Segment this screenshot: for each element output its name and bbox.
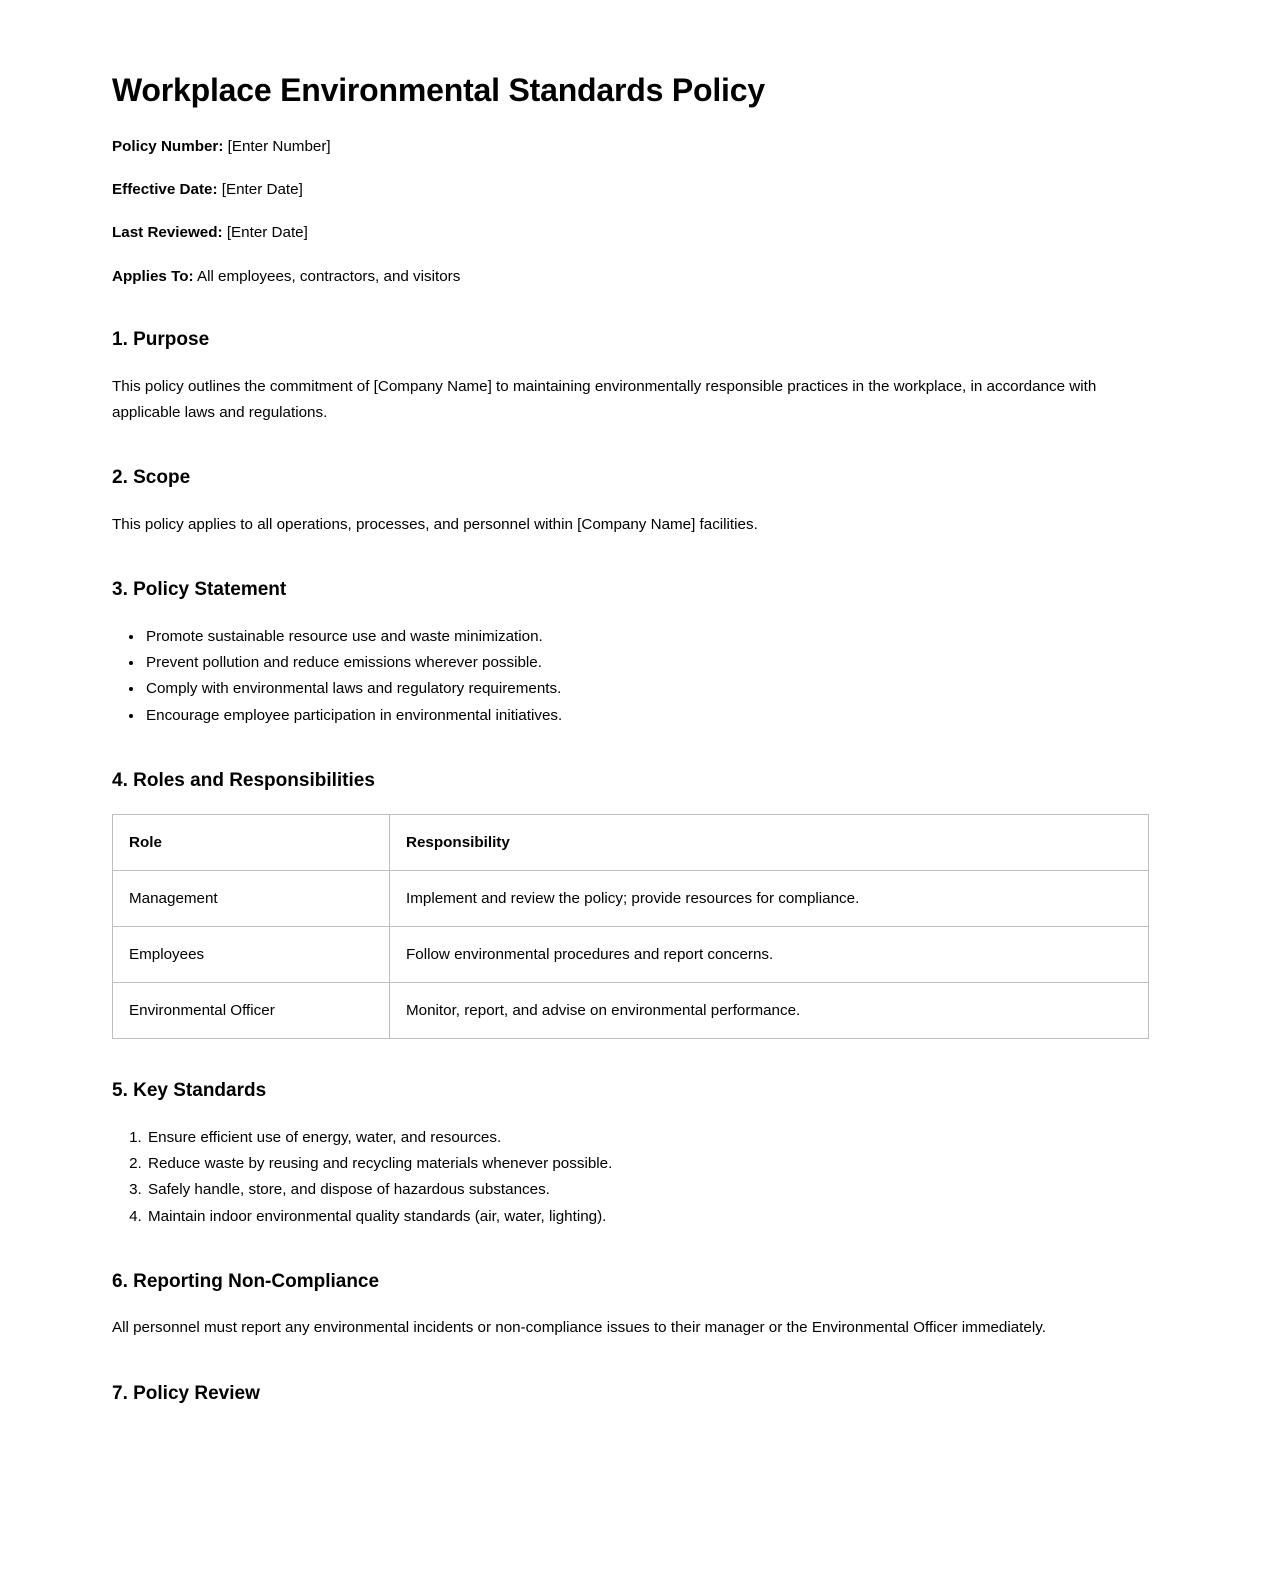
list-item: 3. Safely handle, store, and dispose of hazardous substances. [146, 1177, 1151, 1203]
meta-effective-date-label: Effective Date: [112, 181, 218, 199]
section-policy-statement [112, 578, 1151, 728]
document-metadata [112, 136, 1151, 289]
list-item: • Encourage employee participation in environmental initiatives. [144, 703, 1151, 729]
list-item: • Comply with environmental laws and regulatory requirements. [144, 676, 1151, 702]
section-policy-review [112, 1382, 1151, 1406]
table-header-row [113, 815, 1149, 871]
meta-effective-date [112, 179, 1151, 202]
section-policy-statement-heading: 3. Policy Statement [112, 579, 287, 601]
section-reporting-heading: 6. Reporting Non-Compliance [112, 1270, 380, 1292]
table-cell-role: Environmental Officer [113, 983, 390, 1039]
meta-effective-date-value: [Enter Date] [221, 181, 303, 199]
list-item: 2. Reduce waste by reusing and recycling materials whenever possible. [146, 1151, 1151, 1177]
meta-applies-to [112, 266, 1151, 289]
meta-applies-to-label: Applies To: [112, 267, 194, 285]
section-roles-responsibilities [112, 769, 1151, 1040]
table-cell-role: Management [113, 871, 390, 927]
table-cell-responsibility: Implement and review the policy; provide resources for compliance. [390, 871, 1149, 927]
meta-last-reviewed-label: Last Reviewed: [112, 224, 223, 242]
table-cell-responsibility: Monitor, report, and advise on environmental performance. [390, 983, 1149, 1039]
section-reporting-paragraph: All personnel must report any environmental incidents or non-compliance issues to their manager or the Environmental Officer immediately. [112, 1319, 1046, 1337]
meta-last-reviewed [112, 222, 1151, 245]
section-purpose-paragraph: This policy outlines the commitment of [Company Name] to maintaining environmentally responsible practices in the workplace, in accordance with applicable laws and regulations. [112, 378, 1097, 422]
section-policy-review-heading: 7. Policy Review [112, 1382, 260, 1404]
policy-statement-list [112, 624, 1151, 729]
roles-responsibilities-table [112, 814, 1149, 1039]
table-row [113, 983, 1149, 1039]
meta-policy-number-label: Policy Number: [112, 137, 224, 155]
table-cell-role: Employees [113, 927, 390, 983]
page-title: Workplace Environmental Standards Policy [112, 72, 765, 108]
section-purpose-heading: 1. Purpose [112, 329, 210, 351]
section-scope-paragraph: This policy applies to all operations, processes, and personnel within [Company Name] facilities. [112, 516, 758, 534]
table-cell-responsibility: Follow environmental procedures and report concerns. [390, 927, 1149, 983]
table-row [113, 871, 1149, 927]
meta-applies-to-value: All employees, contractors, and visitors [196, 267, 461, 285]
meta-last-reviewed-value: [Enter Date] [226, 224, 308, 242]
list-item: • Promote sustainable resource use and waste minimization. [144, 624, 1151, 650]
list-item: 1. Ensure efficient use of energy, water, and resources. [146, 1125, 1151, 1151]
section-purpose [112, 328, 1151, 426]
section-reporting-non-compliance [112, 1270, 1151, 1342]
key-standards-list [112, 1125, 1151, 1230]
table-row [113, 927, 1149, 983]
table-column-header-role: Role [113, 815, 390, 871]
list-item: 4. Maintain indoor environmental quality standards (air, water, lighting). [146, 1204, 1151, 1230]
meta-policy-number [112, 136, 1151, 159]
meta-policy-number-value: [Enter Number] [227, 137, 331, 155]
table-column-header-responsibility: Responsibility [390, 815, 1149, 871]
section-key-standards-heading: 5. Key Standards [112, 1080, 267, 1102]
section-key-standards [112, 1079, 1151, 1229]
section-scope [112, 466, 1151, 538]
section-roles-heading: 4. Roles and Responsibilities [112, 769, 375, 791]
section-scope-heading: 2. Scope [112, 467, 191, 489]
list-item: • Prevent pollution and reduce emissions wherever possible. [144, 650, 1151, 676]
